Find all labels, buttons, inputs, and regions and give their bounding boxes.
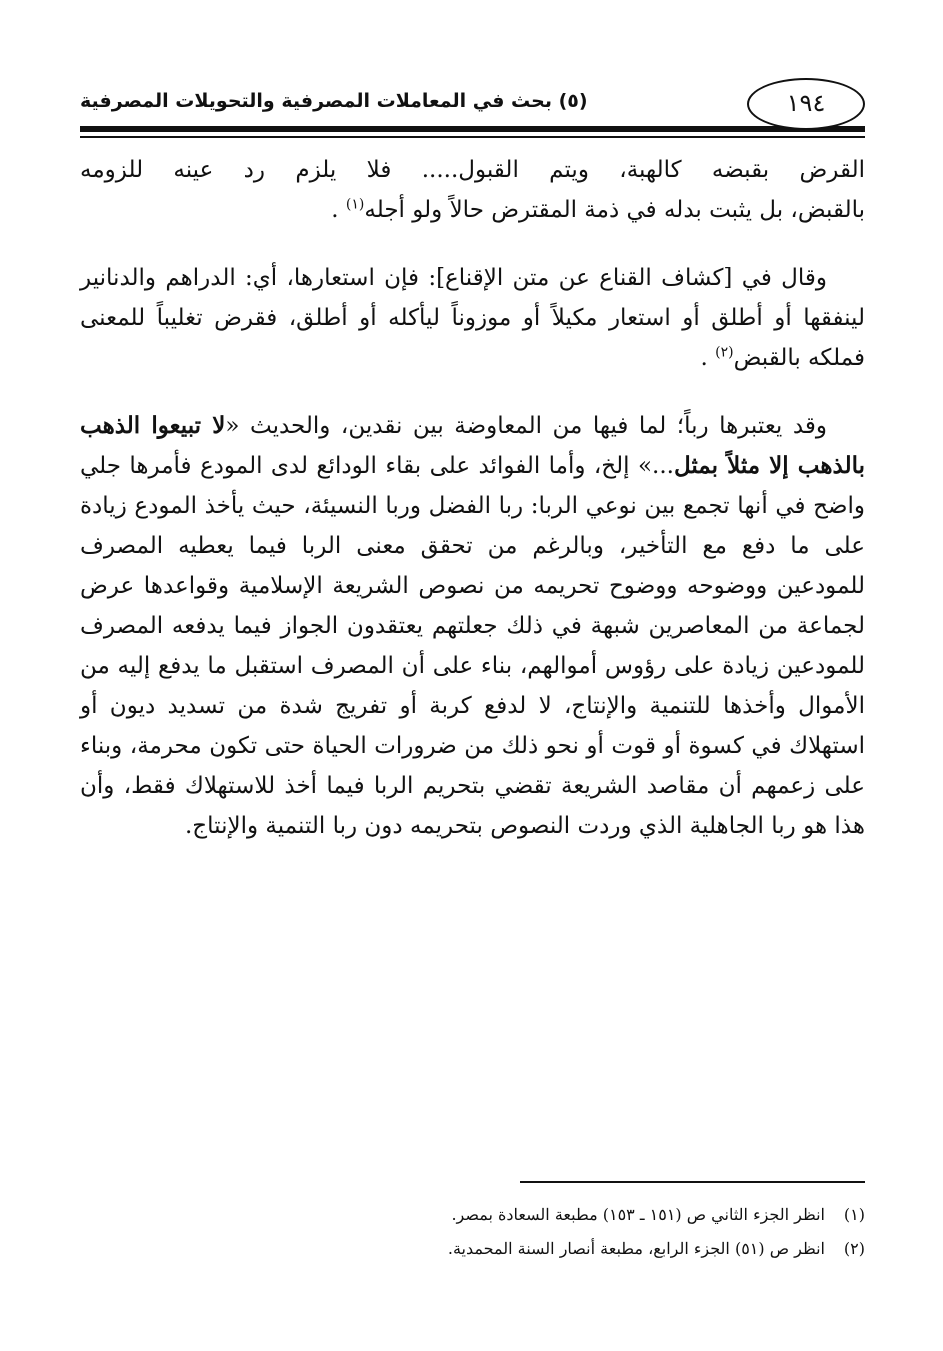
paragraph-1-cont [80, 190, 865, 230]
paragraph-1-line-1: القرض بقبضه كالهبة، ويتم القبول..... فلا يلزم رد عينه للزومه [80, 157, 865, 183]
paragraph-2-end: . [700, 345, 708, 371]
footnote-1 [80, 1198, 865, 1232]
header-rule-thick [80, 126, 865, 132]
hadith-quote: لا تبيعوا الذهب بالذهب إلا مثلاً بمثل [80, 412, 865, 479]
footnote-2 [80, 1232, 865, 1266]
paragraph-1-line-2: بالقبض، بل يثبت بدله في ذمة المقترض حالاً ولو أجله [364, 197, 865, 223]
footnote-separator [520, 1181, 865, 1183]
page-number: ١٩٤ [747, 78, 865, 130]
footnotes [80, 1198, 865, 1266]
footnote-2-number: (٢) [843, 1239, 865, 1258]
paragraph-2 [80, 258, 865, 378]
paragraph-3 [80, 406, 865, 846]
footnote-1-number: (١) [843, 1205, 865, 1224]
paragraph-3-start: وقد يعتبرها رباً؛ لما فيها من المعاوضة بين نقدين، والحديث « [225, 413, 828, 439]
footnote-ref-1[interactable]: (١) [345, 196, 365, 213]
paragraph-2-text: وقال في [كشاف القناع عن متن الإقناع]: فإن استعارها، أي: الدراهم والدنانير لينفقها أو أطلق أو استعار مكيلاً أو موزوناً ليأكله أو أطلق، فقرض تغليباً للمعنى فملكه بالقبض [80, 265, 865, 371]
footnote-2-text: انظر ص (٥١) الجزء الرابع، مطبعة أنصار السنة المحمدية. [447, 1239, 825, 1258]
paragraph-1 [80, 150, 865, 190]
paragraph-1-end: . [331, 197, 339, 223]
footnote-1-text: انظر الجزء الثاني ص (١٥١ ـ ١٥٣) مطبعة السعادة بمصر. [451, 1205, 825, 1224]
paragraph-3-rest: ...» إلخ، وأما الفوائد على بقاء الودائع لدى المودع فأمرها جلي واضح في أنها تجمع بين نوعي الربا: ربا الفضل وربا النسيئة، حيث يأخذ المودع زيادة على ما دفع مع التأخير، وبالرغم من تحقق معنى الربا فيما يعطيه المصرف للمودعين ووضوحه ووضوح تحريمه من نصوص الشريعة الإسلامية وقواعدها عرض لجماعة من المعاصرين شبهة في ذلك جعلتهم يعتقدون الجواز فيما يدفعه المصرف للمودعين زيادة على رؤوس أموالهم، بناء على أن المصرف استقبل ما يدفع إليه من الأموال وأخذها للتنمية والإنتاج، لا لدفع كربة أو تفريج شدة من تسديد ديون أو استهلاك في كسوة أو قوت أو نحو ذلك من ضرورات الحياة حتى تكون محرمة، وبناء على زعمهم أن مقاصد الشريعة تقضي بتحريم الربا فيما أخذ للاستهلاك فقط، وأن هذا هو ربا الجاهلية الذي وردت النصوص بتحريمه دون ربا التنمية والإنتاج. [80, 453, 865, 839]
main-text [80, 150, 865, 846]
footnote-ref-2[interactable]: (٢) [715, 344, 734, 361]
header-rule-thin [80, 136, 865, 138]
running-title: (٥) بحث في المعاملات المصرفية والتحويلات المصرفية [80, 90, 588, 112]
